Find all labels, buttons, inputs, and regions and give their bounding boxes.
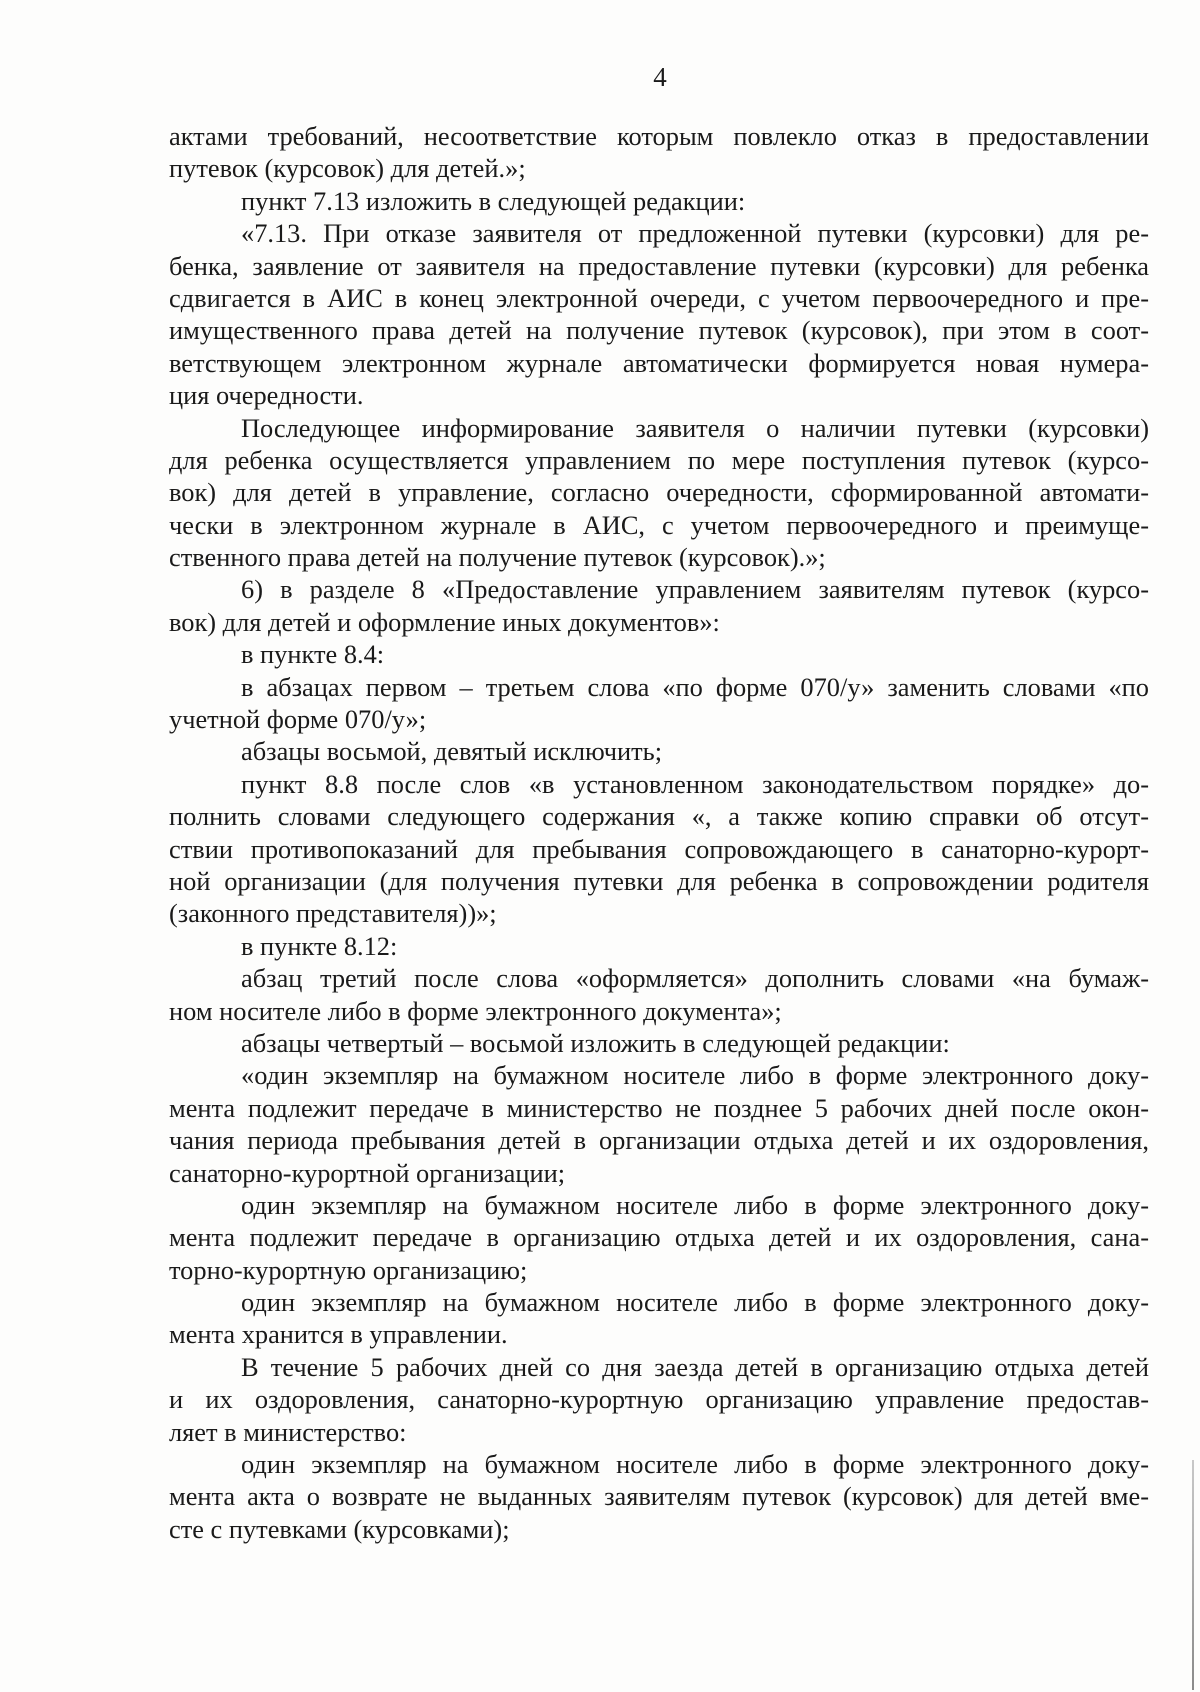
text-line: 6) в разделе 8 «Предоставление управлением заявителям путевок (курсо- [241, 574, 1149, 605]
text-line: актами требований, несоответствие которым повлекло отказ в предоставлении [169, 121, 1149, 151]
text-line: «один экземпляр на бумажном носителе либо в форме электронного доку- [241, 1060, 1149, 1091]
text-line: абзацы восьмой, девятый исключить; [241, 736, 663, 767]
text-line: один экземпляр на бумажном носителе либо в форме электронного доку- [241, 1449, 1149, 1480]
text-line: санаторно-курортной организации; [169, 1157, 566, 1188]
text-line: ляет в министерство: [169, 1416, 407, 1447]
text-line: в пункте 8.4: [241, 639, 385, 670]
text-line: мента акта о возврате не выданных заявителям путевок (курсовок) для детей вме- [169, 1481, 1149, 1512]
text-line: полнить словами следующего содержания «, а также копию справки об отсут- [169, 801, 1149, 832]
text-line: (законного представителя))»; [169, 898, 497, 929]
text-line: ция очередности. [169, 380, 364, 411]
text-line: В течение 5 рабочих дней со дня заезда детей в организацию отдыха детей [241, 1351, 1149, 1382]
text-line: и их оздоровления, санаторно-курортную организацию управление предостав- [169, 1384, 1149, 1415]
text-line: один экземпляр на бумажном носителе либо в форме электронного доку- [241, 1189, 1149, 1220]
text-line: ственного права детей на получение путевок (курсовок).»; [169, 542, 826, 573]
text-line: путевок (курсовок) для детей.»; [169, 153, 526, 184]
text-line: один экземпляр на бумажном носителе либо в форме электронного доку- [241, 1287, 1149, 1318]
text-line: в абзацах первом – третьем слова «по форме 070/у» заменить словами «по [241, 671, 1149, 702]
text-line: чески в электронном журнале в АИС, с учетом первоочередного и преимуще- [169, 509, 1149, 540]
text-line: мента хранится в управлении. [169, 1319, 508, 1350]
text-line: для ребенка осуществляется управлением по мере поступления путевок (курсо- [169, 444, 1149, 475]
text-line: «7.13. При отказе заявителя от предложенной путевки (курсовки) для ре- [241, 218, 1149, 249]
text-line: чания периода пребывания детей в организации отдыха детей и их оздоровления, [169, 1125, 1149, 1156]
text-line: торно-курортную организацию; [169, 1254, 528, 1285]
text-line: ветствующем электронном журнале автоматически формируется новая нумера- [169, 347, 1149, 378]
page-number: 4 [653, 62, 667, 92]
document-body [169, 120, 1149, 1545]
text-line: учетной форме 070/у»; [169, 704, 427, 735]
text-line: ной организации (для получения путевки для ребенка в сопровождении родителя [169, 865, 1149, 896]
text-line: абзац третий после слова «оформляется» дополнить словами «на бумаж- [241, 963, 1149, 994]
text-line: бенка, заявление от заявителя на предоставление путевки (курсовки) для ребенка [169, 250, 1149, 281]
text-line: мента подлежит передаче в министерство не позднее 5 рабочих дней после окон- [169, 1092, 1149, 1123]
text-line: в пункте 8.12: [241, 930, 398, 961]
text-line: сте с путевками (курсовками); [169, 1513, 510, 1544]
text-line: Последующее информирование заявителя о наличии путевки (курсовки) [241, 412, 1149, 443]
text-line: имущественного права детей на получение путевок (курсовок), при этом в соот- [169, 315, 1149, 346]
text-line: вок) для детей и оформление иных документов»: [169, 606, 720, 637]
scan-edge-mark [1192, 1460, 1194, 1690]
text-line: ствии противопоказаний для пребывания сопровождающего в санаторно-курорт- [169, 833, 1149, 864]
text-line: пункт 7.13 изложить в следующей редакции: [241, 185, 746, 216]
text-line: сдвигается в АИС в конец электронной очереди, с учетом первоочередного и пре- [169, 282, 1149, 313]
text-line: пункт 8.8 после слов «в установленном законодательством порядке» до- [241, 768, 1149, 799]
text-line: абзацы четвертый – восьмой изложить в следующей редакции: [241, 1027, 950, 1058]
text-line: вок) для детей в управление, согласно очередности, сформированной автомати- [169, 477, 1149, 508]
text-line: мента подлежит передаче в организацию отдыха детей и их оздоровления, сана- [169, 1222, 1149, 1253]
text-line: ном носителе либо в форме электронного документа»; [169, 995, 782, 1026]
